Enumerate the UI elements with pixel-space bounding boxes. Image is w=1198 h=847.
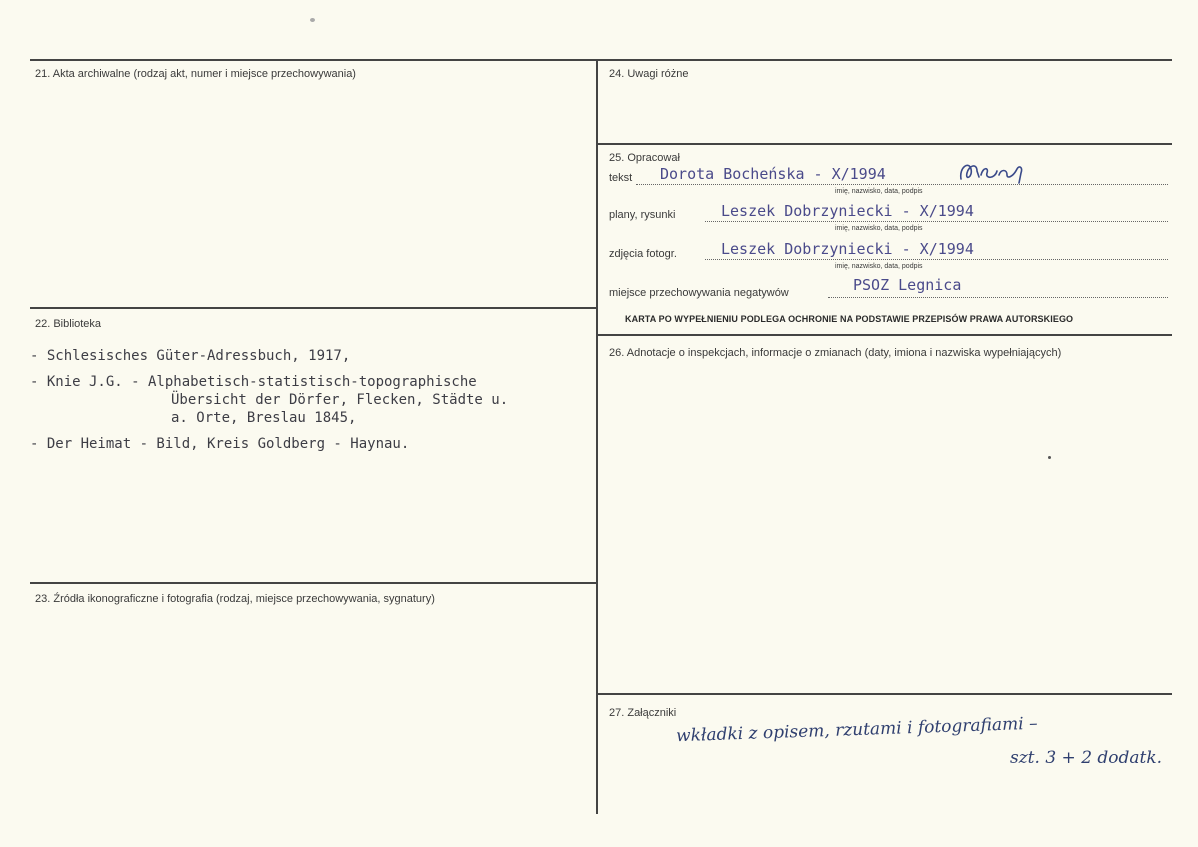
tekst-caption: imię, nazwisko, data, podpis <box>835 188 923 195</box>
attachments-handwriting-line-2: szt. 3 + 2 dodatk. <box>1010 748 1163 768</box>
attachments-handwriting-line-1: wkładki z opisem, rzutami i fotografiami – <box>675 713 1038 747</box>
section-23-label: 23. Źródła ikonograficzne i fotografia (rodzaj, miejsce przechowywania, sygnatury) <box>35 593 435 605</box>
section-27-label: 27. Załączniki <box>609 707 677 719</box>
biblio-line-1: - Schlesisches Güter-Adressbuch, 1917, <box>30 348 351 364</box>
center-divider <box>596 60 598 814</box>
tekst-label: tekst <box>609 172 633 184</box>
rule-24-25 <box>597 143 1172 145</box>
rule-25-26 <box>597 334 1172 336</box>
plany-value: Leszek Dobrzyniecki - X/1994 <box>721 202 974 220</box>
miejsce-dotted-line <box>828 297 1168 298</box>
rule-21-22 <box>30 307 597 309</box>
tekst-value: Dorota Bocheńska - X/1994 <box>660 165 886 183</box>
paper-speck <box>1048 456 1051 459</box>
tekst-dotted-line <box>636 184 1168 185</box>
copyright-note: KARTA PO WYPEŁNIENIU PODLEGA OCHRONIE NA PODSTAWIE PRZEPISÓW PRAWA AUTORSKIEGO <box>625 314 1074 324</box>
biblio-line-4: a. Orte, Breslau 1845, <box>171 410 357 426</box>
zdjecia-caption: imię, nazwisko, data, podpis <box>835 263 923 270</box>
rule-26-27 <box>597 693 1172 695</box>
section-25-label: 25. Opracował <box>609 152 680 164</box>
signature-mark <box>955 157 1035 187</box>
biblio-line-2: - Knie J.G. - Alphabetisch-statistisch-topographische <box>30 374 477 390</box>
miejsce-value: PSOZ Legnica <box>853 276 962 294</box>
section-24-label: 24. Uwagi różne <box>609 68 689 80</box>
top-rule <box>30 59 1172 61</box>
plany-label: plany, rysunki <box>609 209 676 221</box>
biblio-line-5: - Der Heimat - Bild, Kreis Goldberg - Haynau. <box>30 436 410 452</box>
plany-caption: imię, nazwisko, data, podpis <box>835 225 923 232</box>
biblio-line-3: Übersicht der Dörfer, Flecken, Städte u. <box>171 392 509 408</box>
section-22-label: 22. Biblioteka <box>35 318 102 330</box>
plany-dotted-line <box>705 221 1168 222</box>
section-26-label: 26. Adnotacje o inspekcjach, informacje o zmianach (daty, imiona i nazwiska wypełniających) <box>609 347 1062 359</box>
zdjecia-value: Leszek Dobrzyniecki - X/1994 <box>721 240 974 258</box>
rule-22-23 <box>30 582 597 584</box>
section-21-label: 21. Akta archiwalne (rodzaj akt, numer i miejsce przechowywania) <box>35 68 356 80</box>
miejsce-label: miejsce przechowywania negatywów <box>609 287 789 299</box>
zdjecia-label: zdjęcia fotogr. <box>609 248 677 260</box>
paper-smudge <box>310 18 315 22</box>
zdjecia-dotted-line <box>705 259 1168 260</box>
